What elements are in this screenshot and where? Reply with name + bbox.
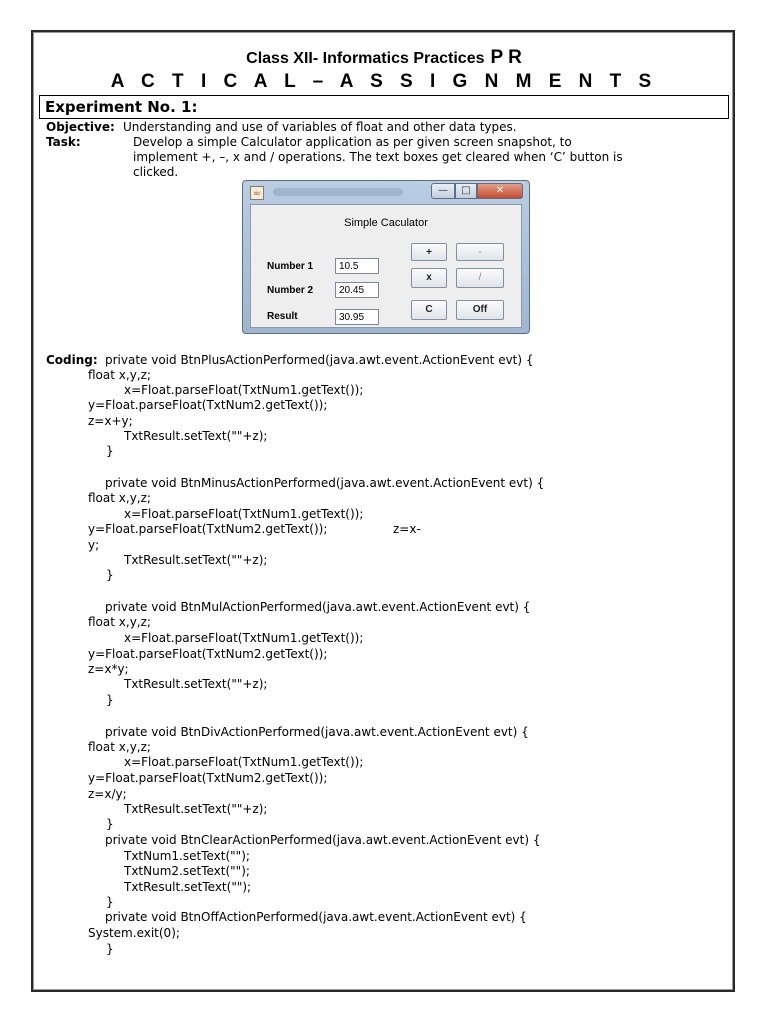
code-line: y=Float.parseFloat(TxtNum2.getText()); (88, 771, 328, 785)
code-line: float x,y,z; (88, 491, 151, 505)
maximize-icon[interactable]: □ (455, 183, 477, 199)
off-button[interactable]: Off (456, 300, 504, 320)
code-line: TxtResult.setText(""+z); (124, 553, 268, 567)
task-line: Develop a simple Calculator application as per given screen snapshot, to (133, 135, 572, 149)
window-title-blurred (273, 188, 403, 196)
code-line: TxtNum1.setText(""); (124, 849, 250, 863)
experiment-heading: Experiment No. 1: (39, 95, 729, 119)
divide-button[interactable]: / (456, 268, 504, 288)
code-line: private void BtnOffActionPerformed(java.awt.event.ActionEvent evt) { (105, 910, 527, 924)
clear-button[interactable]: C (411, 300, 447, 320)
code-line: z=x- (393, 522, 421, 536)
code-line: } (106, 817, 114, 831)
code-line: System.exit(0); (88, 926, 180, 940)
multiply-button[interactable]: x (411, 268, 447, 288)
code-line: } (106, 942, 114, 956)
minus-button[interactable]: - (456, 243, 504, 261)
code-line: private void BtnMulActionPerformed(java.awt.event.ActionEvent evt) { (105, 600, 531, 614)
number2-label: Number 2 (267, 285, 314, 296)
number2-input[interactable]: 20.45 (335, 282, 379, 298)
code-line: x=Float.parseFloat(TxtNum1.getText()); (124, 383, 364, 397)
code-line: x=Float.parseFloat(TxtNum1.getText()); (124, 631, 364, 645)
result-field[interactable]: 30.95 (335, 309, 379, 325)
code-line: z=x/y; (88, 787, 127, 801)
code-line: float x,y,z; (88, 368, 151, 382)
code-line: } (106, 444, 114, 458)
code-line: float x,y,z; (88, 740, 151, 754)
code-line: float x,y,z; (88, 615, 151, 629)
plus-button[interactable]: + (411, 243, 447, 261)
code-line: } (106, 568, 114, 582)
java-cup-icon: ☕ (250, 186, 264, 200)
code-line: } (106, 895, 114, 909)
code-line: TxtResult.setText(""+z); (124, 802, 268, 816)
title-line1-tail: P R (490, 47, 522, 68)
code-line: y=Float.parseFloat(TxtNum2.getText()); (88, 398, 328, 412)
code-line: y; (88, 538, 100, 552)
title-line1: Class XII- Informatics Practices (246, 50, 485, 67)
task-line: clicked. (133, 165, 179, 179)
code-line: private void BtnDivActionPerformed(java.awt.event.ActionEvent evt) { (105, 725, 529, 739)
code-line: private void BtnMinusActionPerformed(java.awt.event.ActionEvent evt) { (105, 476, 545, 490)
code-line: TxtResult.setText(""+z); (124, 677, 268, 691)
code-line: x=Float.parseFloat(TxtNum1.getText()); (124, 755, 364, 769)
code-line: z=x+y; (88, 414, 133, 428)
calculator-window (242, 180, 530, 334)
code-line: x=Float.parseFloat(TxtNum1.getText()); (124, 507, 364, 521)
objective-label: Objective: (46, 120, 115, 134)
code-line: private void BtnClearActionPerformed(java.awt.event.ActionEvent evt) { (105, 833, 541, 847)
objective-text: Understanding and use of variables of float and other data types. (123, 120, 517, 134)
task-line: implement +, –, x and / operations. The text boxes get cleared when ‘C’ button is (133, 150, 623, 164)
code-line: z=x*y; (88, 662, 129, 676)
calculator-heading: Simple Caculator (344, 217, 428, 229)
code-line: y=Float.parseFloat(TxtNum2.getText()); (88, 647, 328, 661)
document-title (0, 47, 768, 69)
coding-label: Coding: (46, 353, 98, 367)
close-icon[interactable]: ✕ (477, 183, 523, 199)
code-line: } (106, 693, 114, 707)
task-label: Task: (46, 135, 81, 149)
code-line: TxtResult.setText(""+z); (124, 429, 268, 443)
code-line: private void BtnPlusActionPerformed(java.awt.event.ActionEvent evt) { (105, 353, 534, 367)
number1-input[interactable]: 10.5 (335, 258, 379, 274)
code-line: TxtResult.setText(""); (124, 880, 252, 894)
result-label: Result (267, 311, 298, 322)
calculator-panel (250, 204, 522, 328)
code-line: y=Float.parseFloat(TxtNum2.getText()); (88, 522, 328, 536)
number1-label: Number 1 (267, 261, 314, 272)
code-line: TxtNum2.setText(""); (124, 864, 250, 878)
minimize-icon[interactable]: — (431, 183, 455, 199)
document-subtitle: A C T I C A L – A S S I G N M E N T S (110, 71, 658, 92)
window-titlebar (243, 181, 529, 203)
